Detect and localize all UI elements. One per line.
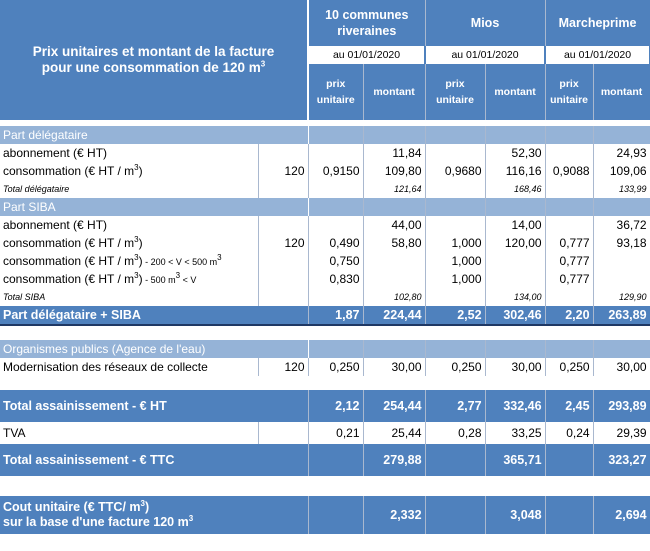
- section-label: Part SIBA: [0, 198, 308, 216]
- row-label: consommation (€ HT / $m^3) - 200 < V < 500$ $m^3$: [0, 252, 258, 270]
- cell-value: 2,332: [363, 496, 425, 534]
- cell-value: 0,777: [545, 270, 593, 288]
- cell-value: 3,048: [485, 496, 545, 534]
- cell-value: 1,000: [425, 270, 485, 288]
- summary-total-ttc: [0, 444, 650, 476]
- cell-value: 254,44: [363, 390, 425, 422]
- section-organismes: [0, 340, 650, 358]
- city-riveraines: 10 communes riveraines: [308, 0, 425, 46]
- quantity: 120: [258, 358, 308, 376]
- subtotal-row: [0, 288, 650, 306]
- row-label: abonnement (€ HT): [0, 216, 258, 234]
- cell-value: 36,72: [593, 216, 650, 234]
- cell-value: 0,830: [308, 270, 363, 288]
- title-line-2: pour une consommation de 120 m: [41, 60, 261, 75]
- date-marcheprime: au 01/01/2020: [545, 46, 650, 64]
- cell-value: 293,89: [593, 390, 650, 422]
- cell-value: 365,71: [485, 444, 545, 476]
- subtotal-row: [0, 180, 650, 198]
- cell-value: 168,46: [485, 180, 545, 198]
- row-label: consommation (€ HT / $m^3$): [0, 234, 258, 252]
- spacer-row: [0, 376, 650, 390]
- cell-value: 0,24: [545, 422, 593, 444]
- section-label: Organismes publics (Agence de l'eau): [0, 340, 308, 358]
- quantity: 120: [258, 162, 308, 180]
- cell-value: 1,000: [425, 234, 485, 252]
- section-siba: [0, 198, 650, 216]
- table-row-tva: [0, 422, 650, 444]
- cell-value: 332,46: [485, 390, 545, 422]
- col-prix-unitaire: prix unitaire: [425, 64, 485, 120]
- cell-value: 0,28: [425, 422, 485, 444]
- cell-value: 224,44: [363, 306, 425, 325]
- section-delegataire: [0, 126, 650, 144]
- cell-value: 25,44: [363, 422, 425, 444]
- header-row-cities: [0, 0, 650, 46]
- cell-value: 2,77: [425, 390, 485, 422]
- cell-value: 0,777: [545, 234, 593, 252]
- title-line-1: Prix unitaires et montant de la facture: [32, 44, 275, 59]
- cell-value: 120,00: [485, 234, 545, 252]
- cell-value: 0,250: [308, 358, 363, 376]
- date-mios: au 01/01/2020: [425, 46, 545, 64]
- cell-value: 263,89: [593, 306, 650, 325]
- table-row: [0, 234, 650, 252]
- summary-cout-unitaire: [0, 496, 650, 534]
- cell-value: 0,490: [308, 234, 363, 252]
- table-row: [0, 144, 650, 162]
- row-label: Cout unitaire (€ TTC/ $m^3$) sur la base d'une facture 120 $m^3$: [0, 496, 308, 534]
- section-label: Part délégataire: [0, 126, 308, 144]
- spacer-row: [0, 325, 650, 340]
- row-label: TVA: [0, 422, 258, 444]
- cell-value: 29,39: [593, 422, 650, 444]
- table-row: [0, 358, 650, 376]
- date-riveraines: au 01/01/2020: [308, 46, 425, 64]
- cell-value: 0,750: [308, 252, 363, 270]
- cell-value: 52,30: [485, 144, 545, 162]
- quantity: 120: [258, 234, 308, 252]
- cell-value: 14,00: [485, 216, 545, 234]
- table-row: [0, 162, 650, 180]
- col-prix-unitaire: prix unitaire: [545, 64, 593, 120]
- cell-value: 116,16: [485, 162, 545, 180]
- col-montant: montant: [593, 64, 650, 120]
- cell-value: 58,80: [363, 234, 425, 252]
- cell-value: 2,45: [545, 390, 593, 422]
- cell-value: 30,00: [593, 358, 650, 376]
- row-label: Modernisation des réseaux de collecte: [0, 358, 258, 376]
- col-montant: montant: [363, 64, 425, 120]
- city-marcheprime: Marcheprime: [545, 0, 650, 46]
- cell-value: 30,00: [363, 358, 425, 376]
- row-label: consommation (€ HT / $m^3$): [0, 162, 258, 180]
- cell-value: 2,52: [425, 306, 485, 325]
- row-label: consommation (€ HT / $m^3) - 500$ $m^3 < V$: [0, 270, 258, 288]
- cell-value: 302,46: [485, 306, 545, 325]
- row-label: Total assainissement - € HT: [0, 390, 308, 422]
- cell-value: 93,18: [593, 234, 650, 252]
- cell-value: 0,250: [425, 358, 485, 376]
- cell-value: 0,9088: [545, 162, 593, 180]
- cell-value: 109,06: [593, 162, 650, 180]
- cell-value: 2,694: [593, 496, 650, 534]
- city-mios: Mios: [425, 0, 545, 46]
- cell-value: 30,00: [485, 358, 545, 376]
- row-label: Total SIBA: [0, 288, 258, 306]
- cell-value: 2,20: [545, 306, 593, 325]
- row-label: abonnement (€ HT): [0, 144, 258, 162]
- cell-value: 0,250: [545, 358, 593, 376]
- table-title: [0, 0, 308, 120]
- cell-value: 109,80: [363, 162, 425, 180]
- summary-total-ht: [0, 390, 650, 422]
- title-sup: 3: [260, 59, 266, 69]
- cell-value: 33,25: [485, 422, 545, 444]
- cell-value: 134,00: [485, 288, 545, 306]
- spacer-row: [0, 476, 650, 496]
- cell-value: 24,93: [593, 144, 650, 162]
- cell-value: 2,12: [308, 390, 363, 422]
- summary-delegataire-siba: [0, 306, 650, 325]
- cell-value: 102,80: [363, 288, 425, 306]
- cell-value: 0,777: [545, 252, 593, 270]
- cell-value: 279,88: [363, 444, 425, 476]
- cell-value: 323,27: [593, 444, 650, 476]
- table-row: [0, 216, 650, 234]
- cell-value: 0,21: [308, 422, 363, 444]
- row-label: Part délégataire + SIBA: [0, 306, 308, 325]
- table-row: [0, 252, 650, 270]
- cell-value: 11,84: [363, 144, 425, 162]
- cell-value: 0,9150: [308, 162, 363, 180]
- cell-value: 121,64: [363, 180, 425, 198]
- cell-value: 133,99: [593, 180, 650, 198]
- table-row: [0, 270, 650, 288]
- col-prix-unitaire: prix unitaire: [308, 64, 363, 120]
- cell-value: 0,9680: [425, 162, 485, 180]
- row-label: Total délégataire: [0, 180, 258, 198]
- cell-value: 44,00: [363, 216, 425, 234]
- row-label: Total assainissement - € TTC: [0, 444, 308, 476]
- cell-value: 1,87: [308, 306, 363, 325]
- cell-value: 129,90: [593, 288, 650, 306]
- col-montant: montant: [485, 64, 545, 120]
- cell-value: 1,000: [425, 252, 485, 270]
